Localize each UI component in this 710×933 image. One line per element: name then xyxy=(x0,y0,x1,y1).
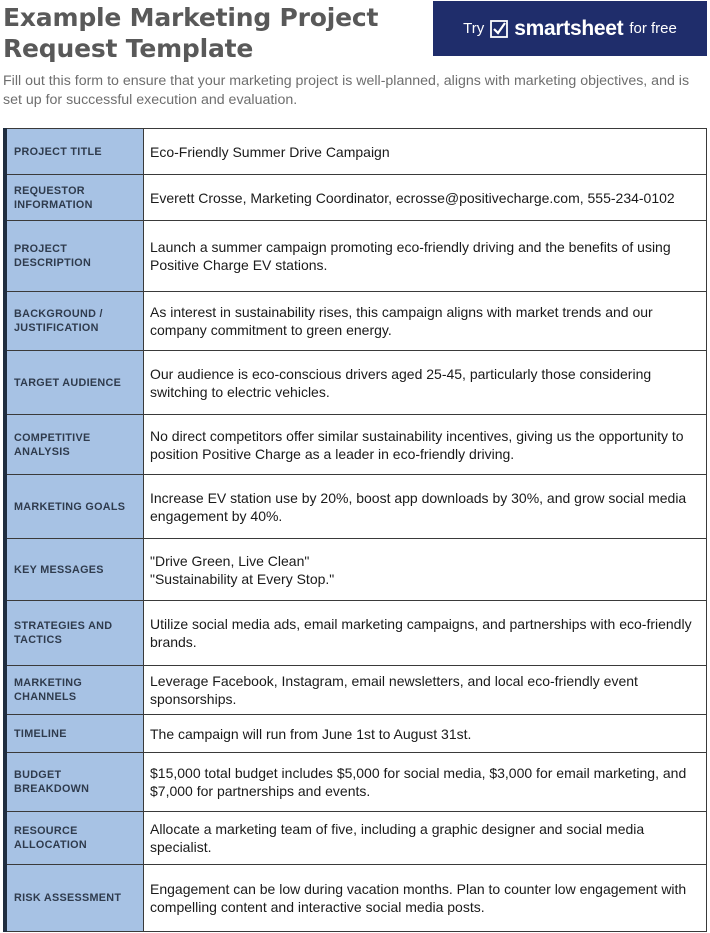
timeline-field[interactable] xyxy=(144,715,707,753)
row-value: No direct competitors offer similar sustainability incentives, giving us the opportunity to position Positive Charge as a leader in eco-friendly driving. xyxy=(150,427,684,462)
page-title xyxy=(3,2,423,64)
background-field[interactable] xyxy=(144,292,707,351)
row-value: Our audience is eco-conscious drivers aged 25-45, particularly those considering switching to electric vehicles. xyxy=(150,365,652,400)
row-label: BACKGROUND / JUSTIFICATION xyxy=(5,292,144,351)
row-label: RISK ASSESSMENT xyxy=(5,865,144,932)
form-row-requestor xyxy=(5,175,707,221)
row-label: REQUESTOR INFORMATION xyxy=(5,175,144,221)
form-row-resources xyxy=(5,812,707,865)
requestor-field[interactable] xyxy=(144,175,707,221)
row-label: STRATEGIES AND TACTICS xyxy=(5,601,144,666)
resources-field[interactable] xyxy=(144,812,707,865)
budget-field[interactable] xyxy=(144,753,707,812)
form-row-channels xyxy=(5,666,707,715)
project-title-field[interactable] xyxy=(144,129,707,175)
description-field[interactable] xyxy=(144,221,707,292)
row-label: COMPETITIVE ANALYSIS xyxy=(5,415,144,475)
row-value: Leverage Facebook, Instagram, email newsletters, and local eco-friendly event sponsorships. xyxy=(150,673,638,707)
form-row-description xyxy=(5,221,707,292)
form-row-project-title xyxy=(5,129,707,175)
target-audience-field[interactable] xyxy=(144,351,707,415)
try-smartsheet-banner[interactable] xyxy=(433,1,707,56)
banner-try-text: Try xyxy=(463,20,485,37)
row-value: $15,000 total budget includes $5,000 for social media, $3,000 for email marketing, and $7,000 for partnerships and events. xyxy=(150,765,687,799)
title-line-1: Example Marketing Project xyxy=(3,3,379,32)
row-value: Utilize social media ads, email marketing campaigns, and partnerships with eco-friendly brands. xyxy=(150,616,692,650)
row-label: RESOURCE ALLOCATION xyxy=(5,812,144,865)
row-value: Eco-Friendly Summer Drive Campaign xyxy=(150,143,390,160)
row-value: As interest in sustainability rises, this campaign aligns with market trends and our company commitment to green energy. xyxy=(150,304,653,338)
row-value: "Drive Green, Live Clean" "Sustainability at Every Stop." xyxy=(150,552,335,587)
form-row-background xyxy=(5,292,707,351)
form-row-competitive xyxy=(5,415,707,475)
channels-field[interactable] xyxy=(144,666,707,715)
goals-field[interactable] xyxy=(144,475,707,539)
form-row-goals xyxy=(5,475,707,539)
banner-free-text: for free xyxy=(629,20,677,37)
form-row-strategies xyxy=(5,601,707,666)
form-row-risk xyxy=(5,865,707,932)
row-label: KEY MESSAGES xyxy=(5,539,144,601)
row-label: TIMELINE xyxy=(5,715,144,753)
row-value: Allocate a marketing team of five, including a graphic designer and social media specialist. xyxy=(150,821,645,855)
row-value: Launch a summer campaign promoting eco-friendly driving and the benefits of using Positive Charge EV stations. xyxy=(150,239,671,273)
form-row-timeline xyxy=(5,715,707,753)
form-row-target-audience xyxy=(5,351,707,415)
request-form-table xyxy=(3,128,707,932)
row-value: The campaign will run from June 1st to August 31st. xyxy=(150,725,472,742)
row-label: PROJECT DESCRIPTION xyxy=(5,221,144,292)
strategies-field[interactable] xyxy=(144,601,707,666)
smartsheet-check-icon xyxy=(490,20,508,38)
row-value: Increase EV station use by 20%, boost app downloads by 30%, and grow social media engagement by 40%. xyxy=(150,489,687,524)
row-label: PROJECT TITLE xyxy=(5,129,144,175)
row-value: Everett Crosse, Marketing Coordinator, ecrosse@positivecharge.com, 555-234-0102 xyxy=(150,189,675,206)
row-label: BUDGET BREAKDOWN xyxy=(5,753,144,812)
key-messages-field[interactable] xyxy=(144,539,707,601)
form-row-key-messages xyxy=(5,539,707,601)
competitive-field[interactable] xyxy=(144,415,707,475)
row-label: MARKETING GOALS xyxy=(5,475,144,539)
banner-brand-text: smartsheet xyxy=(514,16,624,40)
risk-field[interactable] xyxy=(144,865,707,932)
row-value: Engagement can be low during vacation months. Plan to counter low engagement with compelling content and interactive social media posts. xyxy=(150,881,687,915)
row-label: TARGET AUDIENCE xyxy=(5,351,144,415)
row-label: MARKETING CHANNELS xyxy=(5,666,144,715)
intro-text: Fill out this form to ensure that your marketing project is well-planned, aligns with marketing objectives, and is set up for successful execution and evaluation. xyxy=(3,73,690,108)
title-line-2: Request Template xyxy=(3,34,254,63)
form-row-budget xyxy=(5,753,707,812)
